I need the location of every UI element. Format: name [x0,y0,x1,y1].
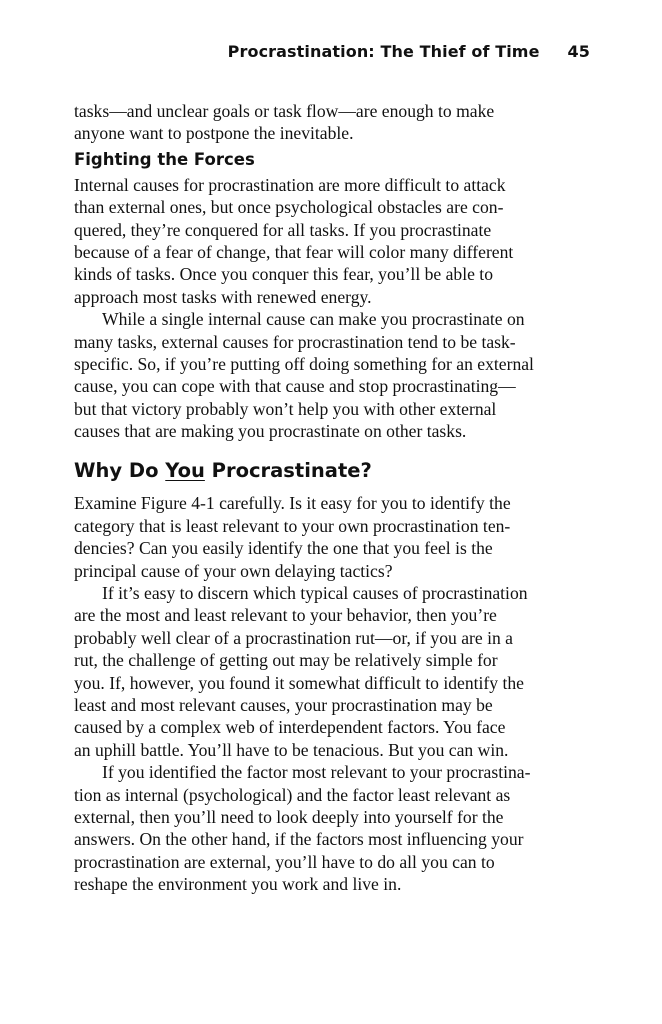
text-line: are the most and least relevant to your behavior, then you’re [74,605,497,626]
heading-text-before: Why Do [74,459,166,483]
running-header [228,42,590,61]
text-line: kinds of tasks. Once you conquer this fear, you’ll be able to [74,264,493,285]
text-line: because of a fear of change, that fear will color many different [74,241,514,262]
text-line: but that victory probably won’t help you with other external [74,398,497,419]
text-line: rut, the challenge of getting out may be relatively simple for [74,650,498,671]
text-line: probably well clear of a procrastination rut—or, if you are in a [74,627,513,648]
text-line: many tasks, external causes for procrastination tend to be task- [74,331,516,352]
text-line: approach most tasks with renewed energy. [74,286,372,307]
text-line: than external ones, but once psychological obstacles are con- [74,197,504,218]
section-heading-why-do-you-procrastinate [74,458,592,484]
subheading-fighting-the-forces: Fighting the Forces [74,149,255,169]
text-line: dencies? Can you easily identify the one that you feel is the [74,538,493,559]
running-header-title: Procrastination: The Thief of Time [227,42,540,61]
fighting-forces-paragraph-1 [74,174,592,308]
opening-paragraph [74,100,592,145]
body-text [74,100,592,896]
text-line: If you identified the factor most relevant to your procrastina- [102,762,531,783]
text-line: specific. So, if you’re putting off doing something for an external [74,353,534,374]
why-paragraph-1 [74,492,592,582]
text-line: cause, you can cope with that cause and stop procrastinating— [74,376,516,397]
text-line: caused by a complex web of interdependent factors. You face [74,717,506,738]
text-line: reshape the environment you work and live in. [74,874,402,895]
text-line: quered, they’re conquered for all tasks. If you procrastinate [74,219,492,240]
text-line: principal cause of your own delaying tactics? [74,560,393,581]
text-line: external, then you’ll need to look deeply into yourself for the [74,806,504,827]
text-line: least and most relevant causes, your procrastination may be [74,694,493,715]
text-line: category that is least relevant to your own procrastination ten- [74,515,511,536]
heading-text-after: Procrastinate? [204,459,372,483]
text-line: procrastination are external, you’ll have to do all you can to [74,851,495,872]
text-line: anyone want to postpone the inevitable. [74,123,354,144]
text-line: tasks—and unclear goals or task flow—are enough to make [74,101,495,121]
why-paragraph-3 [74,761,592,895]
text-line: Examine Figure 4-1 carefully. Is it easy for you to identify the [74,493,511,514]
text-line: Internal causes for procrastination are more difficult to attack [74,174,506,195]
heading-emphasis-you: You [165,459,205,483]
text-line: an uphill battle. You’ll have to be tenacious. But you can win. [74,739,509,760]
page-number: 45 [567,42,590,61]
fighting-forces-paragraph-2 [74,308,592,442]
text-line: If it’s easy to discern which typical causes of procrastination [102,583,528,604]
text-line: you. If, however, you found it somewhat difficult to identify the [74,672,524,693]
text-line: While a single internal cause can make you procrastinate on [102,309,525,330]
text-line: answers. On the other hand, if the factors most influencing your [74,829,524,850]
why-paragraph-2 [74,582,592,761]
text-line: tion as internal (psychological) and the factor least relevant as [74,784,511,805]
text-line: causes that are making you procrastinate on other tasks. [74,421,467,442]
